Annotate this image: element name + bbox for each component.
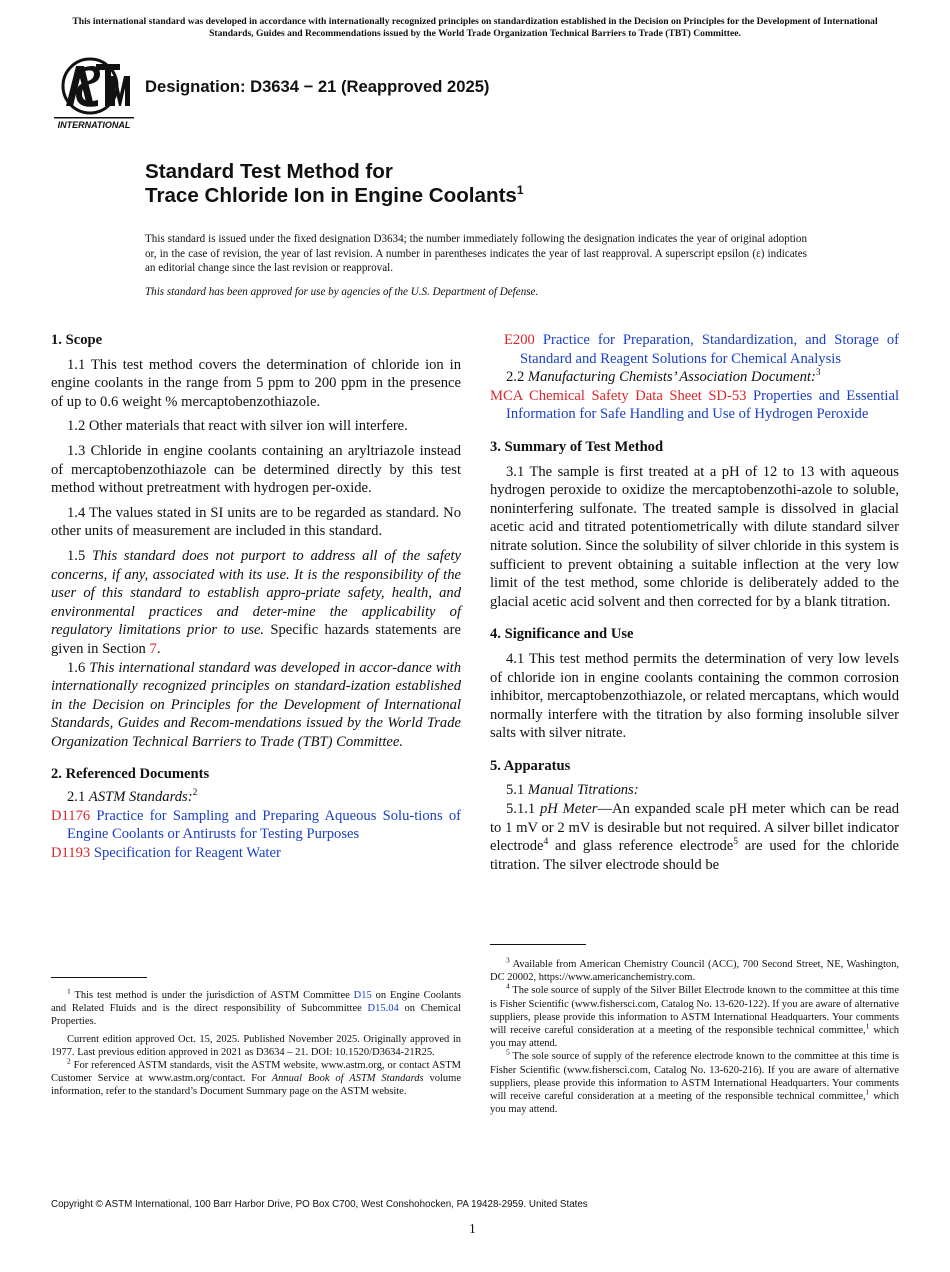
footnotes-left [51,986,462,1099]
title-footnote-ref[interactable]: 1 [516,183,524,198]
committee-d15-link[interactable]: D15 [353,990,372,1001]
astm-logo-icon [52,54,136,132]
top-notice: This international standard was developed in accordance with internationally recognized principles on standardization established in the Decision on Principles for the Development of International Standards, Guides and Recommendations issued by the World Trade Organization Technical Barriers to Trade (TBT) Committee. [72,16,878,40]
para-1-2: 1.2 Other materials that react with silver ion will interfere. [67,418,408,435]
ref-mca-link[interactable]: Properties and Essential Information for Safe Handling and Use of Hydrogen Peroxide [506,387,899,423]
issue-note: This standard is issued under the fixed designation D3634; the number immediately following the designation indicates the year of original adoption or, in the case of revision, the year of last revision. A number in parentheses indicates the year of last reapproval. A superscript epsilon (ε) indicates an editorial change since the last revision or reapproval. [145,233,807,274]
page-number: 1 [469,1221,476,1236]
ref-mca [490,387,899,424]
document-title [145,160,524,208]
section-heading-apparatus: 5. Apparatus [490,757,571,774]
designation: Designation: D3634 − 21 (Reapproved 2025) [145,77,490,96]
ref-d1193-link[interactable]: Specification for Reagent Water [93,844,281,861]
para-1-5: 1.5 This standard does not purport to address all of the safety concerns, if any, associated with its use. It is the responsibility of the user of this standard to establish appro-priate safety, health, and environmental practices and deter-mine the applicability of regulatory limitations prior to use. Specific hazards statements are given in Section 7. [51,547,461,657]
para-3-1: 3.1 The sample is first treated at a pH of 12 to 13 with aqueous hydrogen peroxide to oxidize the mercaptobenzothi-azole to soluble, noninterfering sulfonate. The treated sample is dissolved in glacial acetic acid and titrated potentiometrically with dilute standard silver nitrate solution. Since the solubility of silver chloride in this system is sufficient to prevent obtaining a suitable inflection at the very low limit of the test method, some chloride is deliberately added to the glacial acetic acid solvent and then corrected for by a blank titration. [490,463,899,610]
para-5-1: 5.1 Manual Titrations: [506,782,639,799]
copyright-footer: Copyright © ASTM International, 100 Barr Harbor Drive, PO Box C700, West Conshohocken, PA 19428-2959. United States [51,1199,588,1210]
footnote-2: $^2$ For referenced ASTM standards, visit the ASTM website, www.astm.org, or contact ASTM Customer Service at www.astm.org/contact. For Annual Book of ASTM Standards volume information, refer to the standard’s Document Summary page on the ASTM website. [51,1056,462,1098]
ref-e200-code[interactable]: E200 [504,332,535,348]
para-2-2: 2.2 Manufacturing Chemists’ Association Document:$^3$ [506,368,821,386]
footnote-ref-2[interactable]: 2 [192,788,198,799]
footnote-ref-5[interactable]: 5 [733,837,738,848]
para-1-3: 1.3 Chloride in engine coolants containing an aryltriazole instead of mercaptobenzothiazole can be determined directly by this test method without pretreatment with hydrogen per-oxide. [51,442,461,497]
para-1-6: 1.6 This international standard was developed in accor-dance with internationally recognized principles on standard-ization established in the Decision on Principles for the Development of International Standards, Guides and Recom-mendations issued by the World Trade Organization Technical Barriers to Trade (TBT) Committee. [51,659,462,750]
ref-d1176 [51,807,461,844]
astm-logo [52,54,136,132]
footnote-5: $^5$ The sole source of supply of the reference electrode known to the committee at this time is Fisher Scientific (www.fishersci.com, Catalog No. 13-620-216). If you are aware of alternative suppliers, please provide this information to ASTM International Headquarters. Your comments will receive careful consideration at a meeting of the responsible technical committee,$^1$ which you may attend. [490,1047,899,1116]
subcommittee-d1504-link[interactable]: D15.04 [367,1003,399,1015]
footnote-edition: Current edition approved Oct. 15, 2025. Published November 2025. Originally approved in 1977. Last previous edition approved in 2021 as D3634 – 21. DOI: 10.1520/D3634-21R25. [51,1033,461,1058]
footnote-ref-3[interactable]: 3 [815,368,821,379]
section-heading-summary: 3. Summary of Test Method [490,438,664,455]
ref-mca-code[interactable]: MCA Chemical Safety Data Sheet SD-53 [490,387,747,404]
title-line-2: Trace Chloride Ion in Engine Coolants$^1$ [145,183,524,207]
section-7-link[interactable]: 7 [149,640,157,657]
left-column [51,331,461,862]
ref-d1193 [51,844,461,863]
dod-approval-note: This standard has been approved for use by agencies of the U.S. Department of Defense. [145,286,539,298]
para-1-1: 1.1 This test method covers the determination of chloride ion in engine coolants in the range from 5 ppm to 200 ppm in the presence of up to 0.6 weight % mercaptobenzothiazole. [51,356,461,410]
footnotes-right [490,955,899,1116]
ref-d1176-link[interactable]: Practice for Sampling and Preparing Aqueous Solu-tions of Engine Coolants or Antirusts for Testing Purposes [67,807,461,843]
footnote-ref-4[interactable]: 4 [543,837,549,848]
para-4-1: 4.1 This test method permits the determination of very low levels of chloride ion in engine coolants containing the common corrosion inhibitor, mercaptobenzothiazole, or related mercaptans, which would normally interfere with the titration by also forming insoluble silver salts with silver nitrate. [490,650,899,742]
ref-d1176-code[interactable]: D1176 [51,807,91,824]
logo-wordmark: INTERNATIONAL [57,120,131,130]
right-column [490,331,899,874]
footnote-3: $^3$ Available from American Chemistry Council (ACC), 700 Second Street, NE, Washington, DC 20002, https://www.americanchemistry.com. [490,955,899,984]
footnote-rule-left [51,977,147,978]
footnote-1: $^1$ This test method is under the jurisdiction of ASTM Committee D15 on Engine Coolants and Related Fluids and is the direct responsibility of Subcommittee D15.04 on Chemical Properties. [51,986,462,1028]
ref-e200 [504,331,899,368]
ref-e200-link[interactable]: Practice for Preparation, Standardization, and Storage of Standard and Reagent Solutions for Chemical Analysis [520,332,899,367]
title-line-1: Standard Test Method for [145,160,393,183]
para-2-1: 2.1 ASTM Standards:$^2$ [67,788,198,806]
para-5-1-1: 5.1.1 pH Meter—An expanded scale pH meter which can be read to 1 mV or 2 mV is desirable but not required. A silver billet indicator electrode$^4$ and glass reference electrode$^5$ are used for the chloride titration. The silver electrode should be [490,801,899,873]
footnote-4: $^4$ The sole source of supply of the Silver Billet Electrode known to the committee at this time is Fisher Scientific (www.fishersci.com, Catalog No. 13-620-122). If you are aware of alternative suppliers, please provide this information to ASTM International Headquarters. Your comments will receive careful consideration at a meeting of the responsible technical committee,$^1$ which you may attend. [490,981,899,1050]
section-heading-scope: 1. Scope [51,332,103,348]
ref-d1193-code[interactable]: D1193 [51,844,91,861]
footnote-rule-right [490,944,586,945]
para-1-4: 1.4 The values stated in SI units are to be regarded as standard. No other units of measurement are included in this standard. [51,504,461,540]
section-heading-significance: 4. Significance and Use [490,626,634,643]
section-heading-referenced-documents: 2. Referenced Documents [51,766,210,783]
